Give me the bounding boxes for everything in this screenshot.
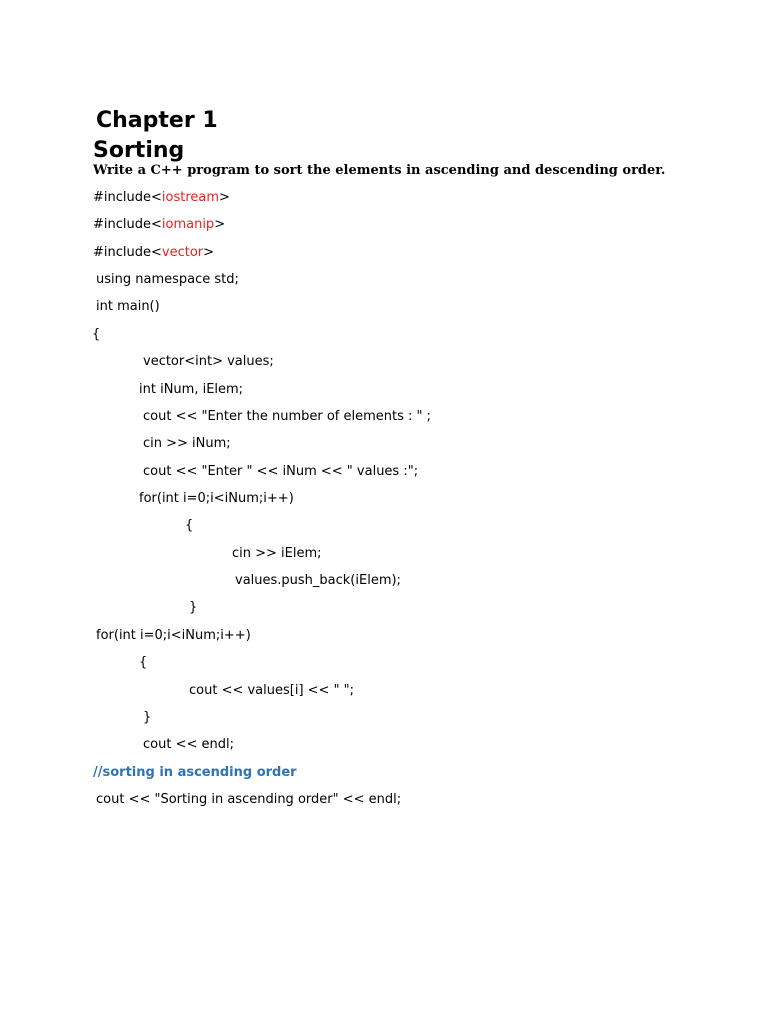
code-line-vector-decl: vector<int> values;: [143, 354, 274, 369]
code-line-for-read: for(int i=0;i<iNum;i++): [139, 491, 294, 506]
code-line-push-back: values.push_back(iElem);: [235, 573, 401, 588]
code-line-main: int main(): [96, 299, 160, 314]
header-name: vector: [161, 245, 204, 260]
code-line-prompt-count: cout << "Enter the number of elements : " ;: [143, 409, 432, 424]
code-line-open-brace: {: [185, 518, 194, 533]
include-bracket: >: [203, 245, 215, 260]
header-name: iomanip: [161, 217, 215, 232]
section-title: Sorting: [93, 138, 185, 163]
include-directive: #include<: [93, 217, 162, 232]
code-line-read-elem: cin >> iElem;: [232, 546, 322, 561]
task-statement: Write a C++ program to sort the elements in ascending and descending order.: [93, 163, 666, 178]
code-line-open-brace: {: [92, 327, 101, 342]
include-bracket: >: [219, 190, 230, 205]
code-line-endl: cout << endl;: [143, 737, 234, 752]
include-line: [93, 216, 225, 234]
code-line-open-brace: {: [139, 655, 148, 670]
header-name: iostream: [161, 190, 220, 205]
code-line-int-decl: int iNum, iElem;: [139, 382, 244, 397]
include-directive: #include<: [93, 245, 162, 260]
include-bracket: >: [214, 217, 226, 232]
code-line-read-count: cin >> iNum;: [143, 436, 231, 451]
code-line-for-print: for(int i=0;i<iNum;i++): [96, 628, 251, 643]
code-comment: //sorting in ascending order: [93, 765, 297, 780]
code-line-close-brace: }: [189, 600, 198, 615]
code-line-close-brace: }: [143, 710, 152, 725]
code-line-using: using namespace std;: [96, 272, 239, 287]
code-line-prompt-values: cout << "Enter " << iNum << " values :";: [143, 464, 419, 479]
include-line: [93, 189, 230, 207]
include-line: [93, 244, 214, 262]
code-line-print-elem: cout << values[i] << " ";: [189, 683, 355, 698]
include-directive: #include<: [93, 190, 162, 205]
code-line-print-ascending: cout << "Sorting in ascending order" << endl;: [96, 792, 402, 807]
chapter-title: Chapter 1: [96, 108, 218, 133]
